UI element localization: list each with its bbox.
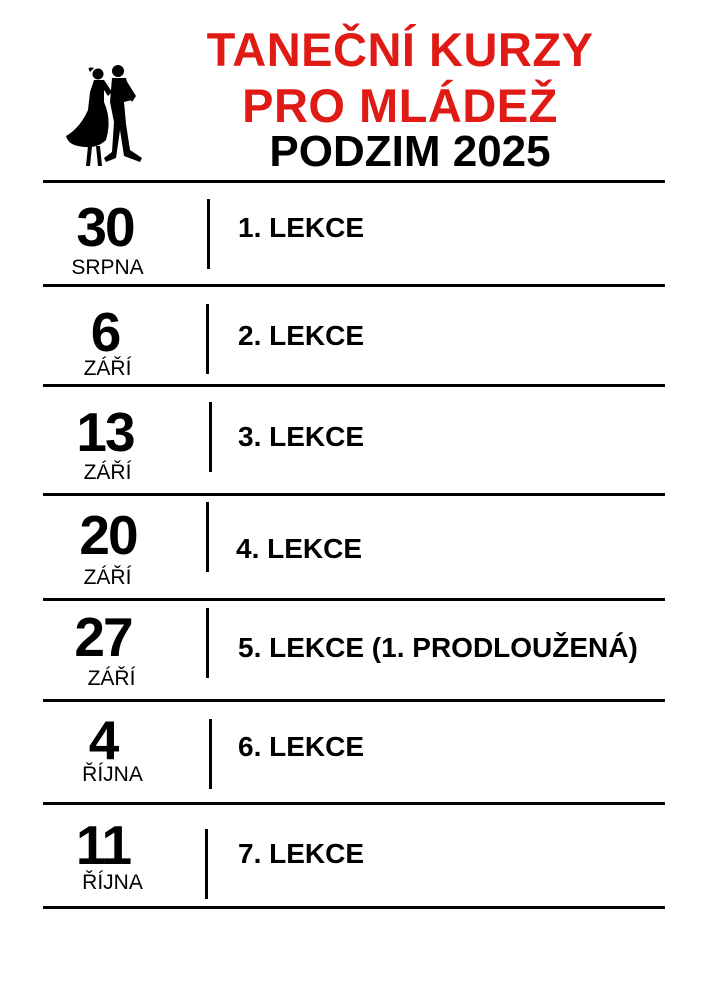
rule bbox=[43, 384, 665, 387]
date-day: 4 bbox=[88, 709, 118, 771]
date-month: ŘÍJNA bbox=[82, 763, 143, 786]
lesson-label: 3. LEKCE bbox=[238, 421, 365, 452]
row-divider bbox=[206, 502, 209, 572]
lesson-label: 5. LEKCE (1. PRODLOUŽENÁ) bbox=[238, 632, 638, 663]
rule bbox=[43, 598, 665, 601]
lesson-label: 1. LEKCE bbox=[238, 212, 365, 243]
date-day: 13 bbox=[76, 401, 134, 463]
row-divider bbox=[205, 829, 208, 899]
title-line-2: PRO MLÁDEŽ bbox=[242, 79, 558, 132]
row-divider bbox=[209, 719, 212, 789]
date-day: 6 bbox=[90, 301, 120, 363]
lesson-label: 4. LEKCE bbox=[236, 533, 363, 564]
date-day: 27 bbox=[74, 606, 132, 668]
rule bbox=[43, 699, 665, 702]
date-month: ZÁŘÍ bbox=[83, 566, 132, 589]
date-day: 11 bbox=[75, 814, 131, 876]
date-day: 20 bbox=[79, 504, 137, 566]
subtitle: PODZIM 2025 bbox=[269, 127, 551, 176]
row-divider bbox=[206, 608, 209, 678]
lesson-label: 7. LEKCE bbox=[238, 838, 365, 869]
dancing-couple-silhouette-icon bbox=[60, 62, 150, 174]
date-day: 30 bbox=[76, 196, 134, 258]
title-line-1: TANEČNÍ KURZY bbox=[206, 23, 594, 76]
rule-bottom bbox=[43, 906, 665, 909]
row-divider bbox=[209, 402, 212, 472]
rule bbox=[43, 284, 665, 287]
row-divider bbox=[206, 304, 209, 374]
rule bbox=[43, 493, 665, 496]
lesson-label: 6. LEKCE bbox=[238, 731, 365, 762]
date-month: ZÁŘÍ bbox=[83, 357, 132, 380]
rule-top bbox=[43, 180, 665, 183]
rule bbox=[43, 802, 665, 805]
date-month: ZÁŘÍ bbox=[87, 667, 136, 690]
date-month: SRPNA bbox=[71, 256, 144, 279]
lesson-label: 2. LEKCE bbox=[238, 320, 365, 351]
row-divider bbox=[207, 199, 210, 269]
date-month: ŘÍJNA bbox=[82, 871, 143, 894]
date-month: ZÁŘÍ bbox=[83, 461, 132, 484]
